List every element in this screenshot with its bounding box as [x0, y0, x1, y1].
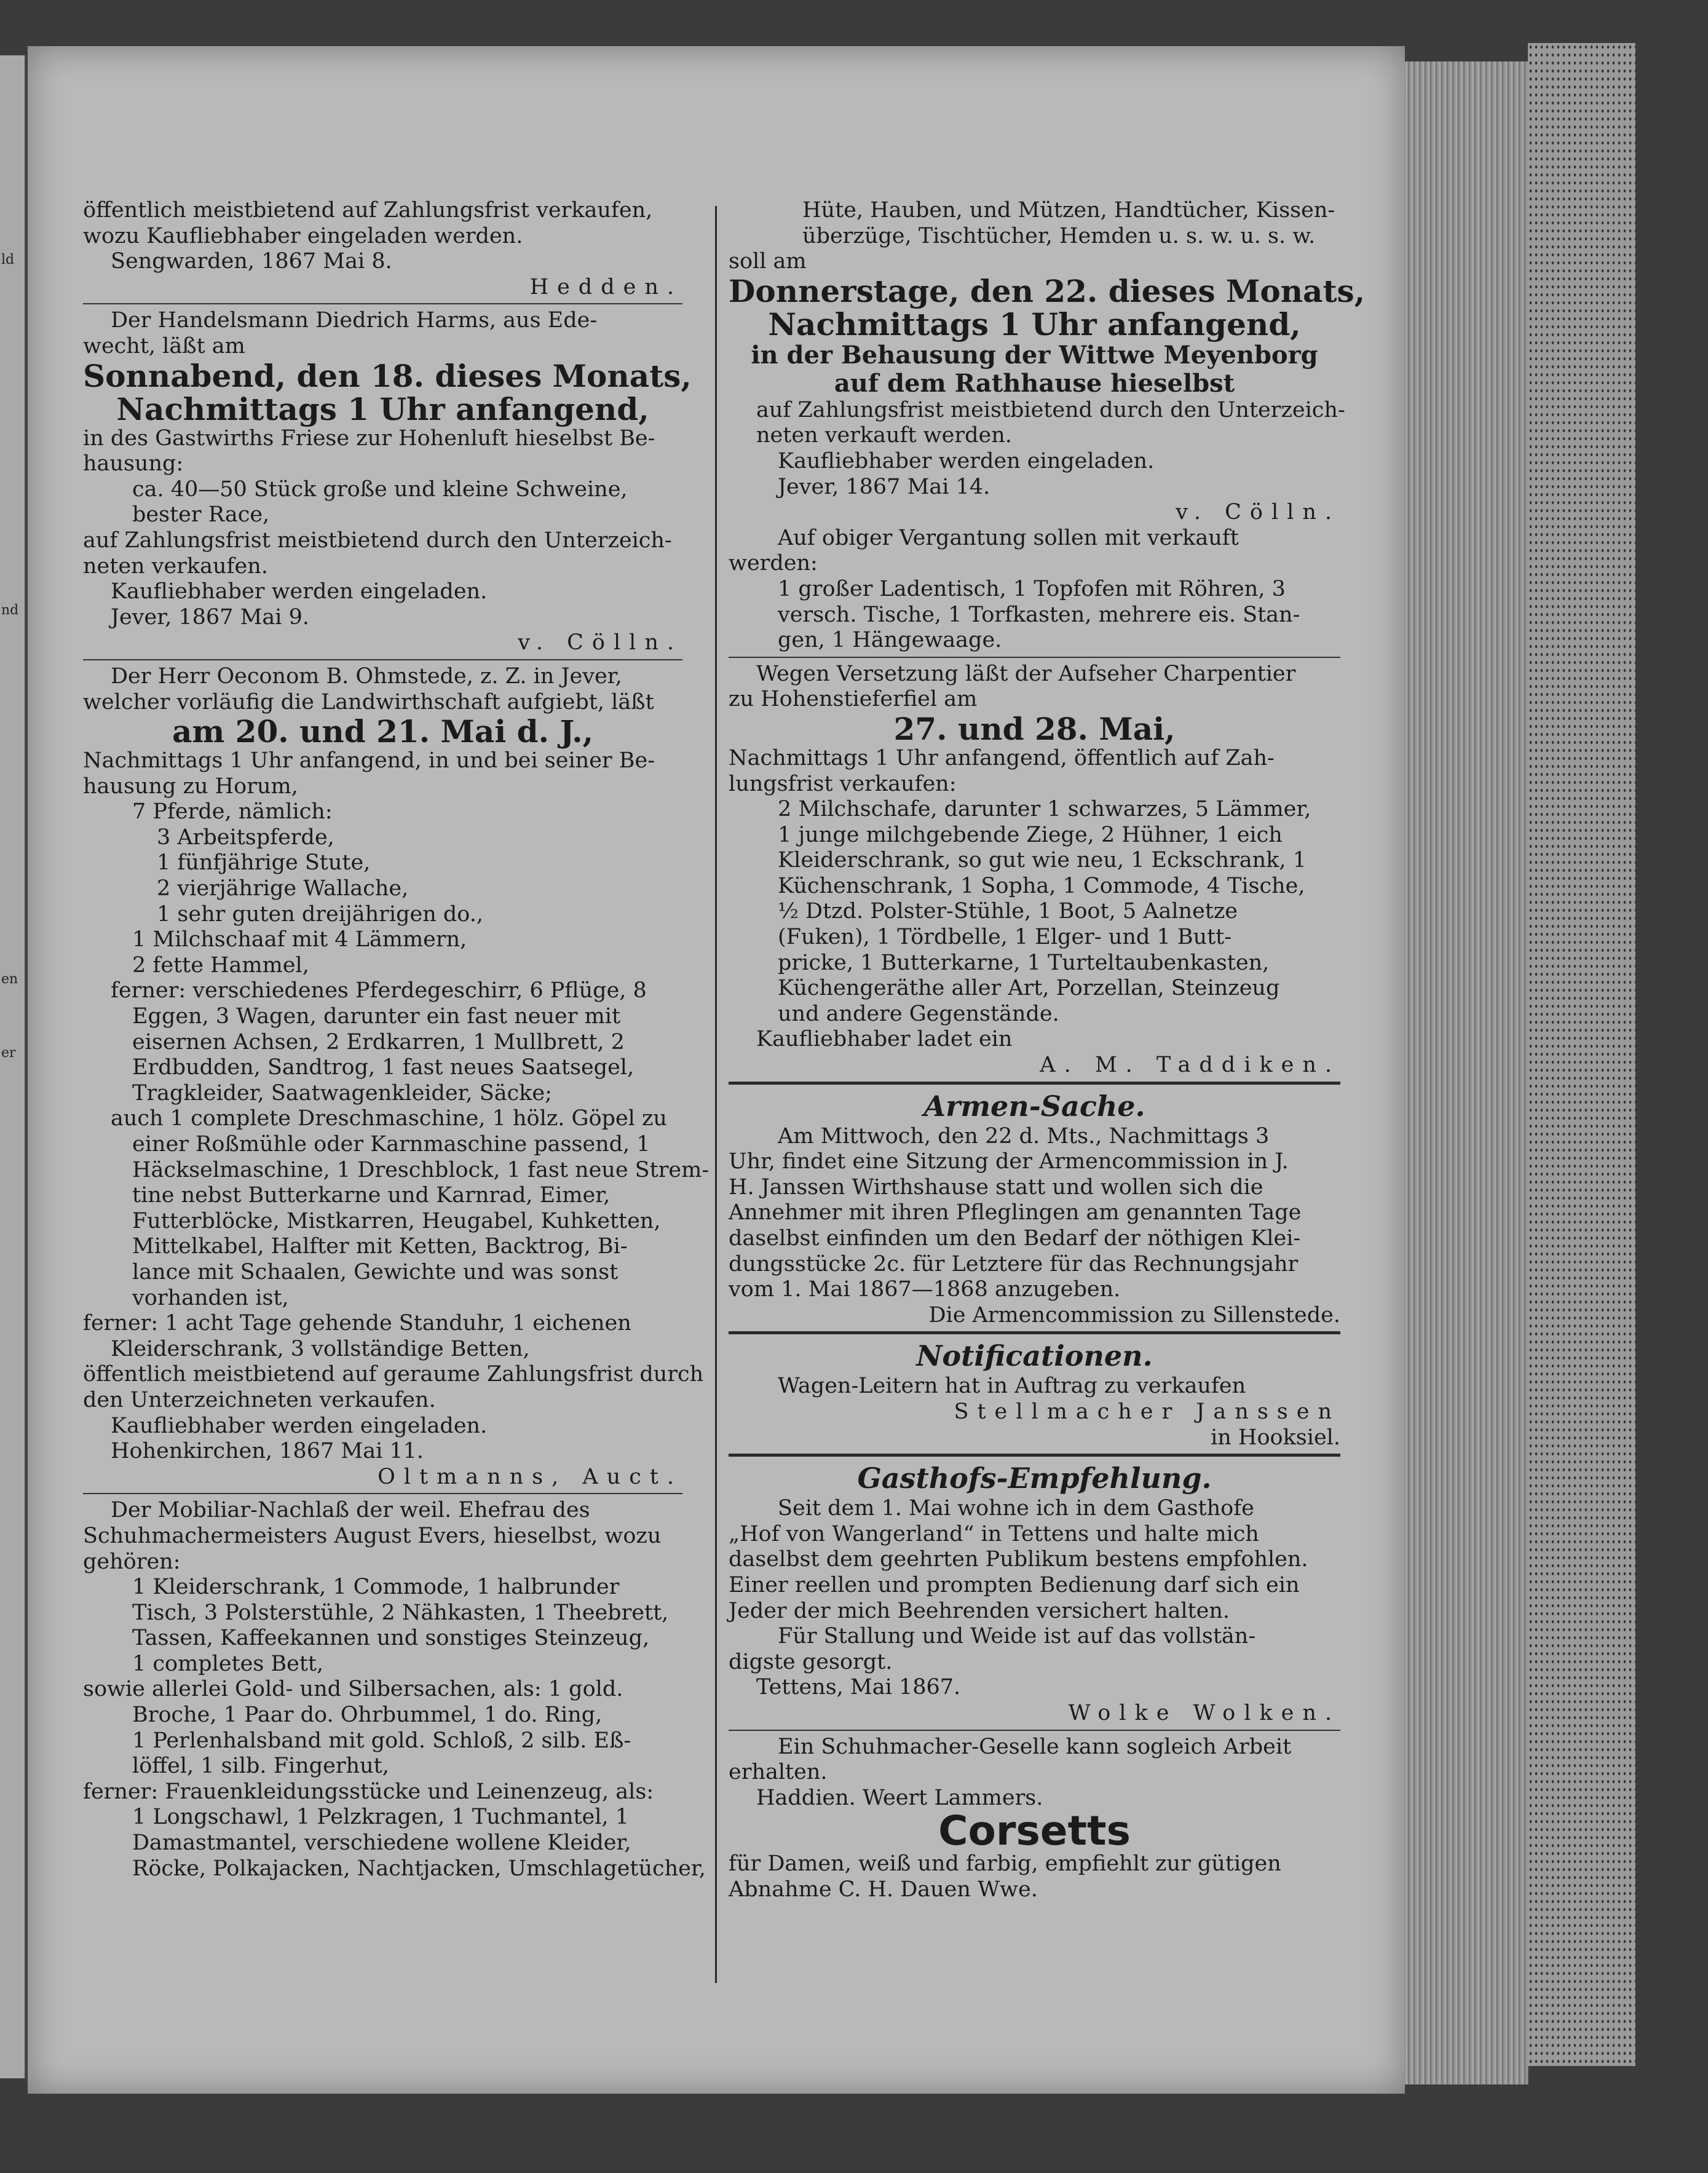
- text-line: Hohenkirchen, 1867 Mai 11.: [111, 1439, 424, 1464]
- section-rule: [83, 1493, 682, 1494]
- text-line: neten verkaufen.: [83, 553, 268, 579]
- text-line: Kaufliebhaber ladet ein: [756, 1027, 1013, 1052]
- text-line: Tettens, Mai 1867.: [756, 1675, 961, 1700]
- text-line: sowie allerlei Gold- und Silbersachen, als: 1 gold.: [83, 1677, 623, 1702]
- text-line: Notificationen.: [916, 1339, 1153, 1373]
- text-line: und andere Gegenstände.: [778, 1001, 1059, 1026]
- text-line: Der Handelsmann Diedrich Harms, aus Ede-: [111, 308, 598, 333]
- text-line: Futterblöcke, Mistkarren, Heugabel, Kuhketten,: [132, 1208, 661, 1233]
- text-line: Kaufliebhaber werden eingeladen.: [111, 1413, 488, 1438]
- text-line: den Unterzeichneten verkaufen.: [83, 1387, 436, 1412]
- text-line: Am Mittwoch, den 22 d. Mts., Nachmittags 3: [778, 1123, 1270, 1149]
- text-line: Sonnabend, den 18. dieses Monats,: [83, 357, 692, 394]
- text-line: erhalten.: [729, 1760, 828, 1785]
- text-line: Broche, 1 Paar do. Ohrbummel, 1 do. Ring,: [132, 1703, 603, 1728]
- text-line: 1 completes Bett,: [132, 1651, 324, 1676]
- text-line: welcher vorläufig die Landwirthschaft aufgiebt, läßt: [83, 689, 654, 714]
- text-line: ca. 40—50 Stück große und kleine Schweine,: [132, 477, 628, 502]
- text-line: 7 Pferde, nämlich:: [132, 799, 333, 825]
- text-line: Haddien. Weert Lammers.: [756, 1785, 1043, 1810]
- text-line: Kaufliebhaber werden eingeladen.: [778, 448, 1155, 473]
- text-line: soll am: [729, 249, 807, 274]
- previous-page-text-fragment: ld: [1, 252, 15, 267]
- text-line: öffentlich meistbietend auf geraume Zahlungsfrist durch: [83, 1362, 704, 1387]
- text-line: Annehmer mit ihren Pfleglingen am genannten Tage: [729, 1200, 1302, 1225]
- text-line: vom 1. Mai 1867—1868 anzugeben.: [729, 1277, 1121, 1302]
- section-rule: [729, 1454, 1340, 1457]
- text-line: Hedden.: [529, 274, 682, 299]
- text-line: für Damen, weiß und farbig, empfiehlt zur gütigen: [729, 1851, 1281, 1877]
- text-line: 3 Arbeitspferde,: [157, 825, 334, 850]
- text-line: 2 vierjährige Wallache,: [157, 876, 409, 901]
- text-line: Abnahme C. H. Dauen Wwe.: [729, 1877, 1038, 1902]
- text-line: dungsstücke 2c. für Letztere für das Rechnungsjahr: [729, 1251, 1299, 1276]
- text-line: Corsetts: [938, 1807, 1131, 1855]
- text-line: ferner: 1 acht Tage gehende Standuhr, 1 eichenen: [83, 1311, 631, 1336]
- text-line: wozu Kaufliebhaber eingeladen werden.: [83, 223, 523, 248]
- text-line: Kleiderschrank, 3 vollständige Betten,: [111, 1336, 530, 1361]
- text-line: pricke, 1 Butterkarne, 1 Turteltaubenkasten,: [778, 950, 1270, 975]
- text-line: Auf obiger Vergantung sollen mit verkauft: [778, 525, 1239, 550]
- text-line: Schuhmachermeisters August Evers, hieselbst, wozu: [83, 1523, 662, 1548]
- text-line: Mittelkabel, Halfter mit Ketten, Backtrog, Bi-: [132, 1234, 628, 1259]
- text-line: 1 Perlenhalsband mit gold. Schloß, 2 silb. Eß-: [132, 1728, 631, 1753]
- text-line: Armen-Sache.: [923, 1089, 1145, 1123]
- left-column: [83, 198, 710, 1882]
- text-line: Seit dem 1. Mai wohne ich in dem Gasthofe: [778, 1496, 1254, 1521]
- text-line: Ein Schuhmacher-Geselle kann sogleich Arbeit: [778, 1734, 1292, 1759]
- text-line: 27. und 28. Mai,: [893, 710, 1176, 747]
- text-line: Wolke Wolken.: [1068, 1700, 1340, 1725]
- text-line: „Hof von Wangerland“ in Tettens und halte mich: [729, 1521, 1259, 1546]
- text-line: 1 großer Ladentisch, 1 Topfofen mit Röhren, 3: [778, 576, 1286, 601]
- text-line: digste gesorgt.: [729, 1649, 893, 1674]
- text-line: Röcke, Polkajacken, Nachtjacken, Umschlagetücher,: [132, 1856, 706, 1881]
- text-line: Gasthofs-Empfehlung.: [857, 1462, 1212, 1495]
- text-line: Erdbudden, Sandtrog, 1 fast neues Saatsegel,: [132, 1055, 635, 1080]
- text-line: in des Gastwirths Friese zur Hohenluft hieselbst Be-: [83, 425, 655, 451]
- text-line: öffentlich meistbietend auf Zahlungsfrist verkaufen,: [83, 198, 653, 223]
- text-line: lungsfrist verkaufen:: [729, 771, 957, 796]
- section-rule: [729, 1082, 1340, 1085]
- text-line: in Hooksiel.: [1211, 1425, 1340, 1450]
- text-line: bester Race,: [132, 502, 270, 528]
- text-line: in der Behausung der Wittwe Meyenborg: [751, 340, 1318, 370]
- text-line: v. Cölln.: [1176, 500, 1340, 525]
- text-line: Nachmittags 1 Uhr anfangend,: [768, 306, 1301, 342]
- section-rule: [83, 303, 682, 304]
- text-line: Damastmantel, verschiedene wollene Kleider,: [132, 1831, 631, 1856]
- text-line: Stellmacher Janssen: [954, 1399, 1340, 1424]
- text-line: Oltmanns, Auct.: [378, 1464, 682, 1489]
- text-line: Tassen, Kaffeekannen und sonstiges Steinzeug,: [132, 1626, 650, 1651]
- text-line: Nachmittags 1 Uhr anfangend, in und bei seiner Be-: [83, 748, 655, 774]
- text-line: Hüte, Hauben, und Mützen, Handtücher, Kissen-: [802, 198, 1335, 223]
- text-line: Jever, 1867 Mai 14.: [778, 474, 990, 499]
- text-line: einer Roßmühle oder Karnmaschine passend, 1: [132, 1132, 650, 1157]
- text-line: gen, 1 Hängewaage.: [778, 628, 1002, 653]
- book-page-edges: [1405, 61, 1529, 2084]
- text-line: H. Janssen Wirthshause statt und wollen sich die: [729, 1174, 1263, 1200]
- text-line: 1 junge milchgebende Ziege, 2 Hühner, 1 eich: [778, 822, 1283, 847]
- text-line: Einer reellen und prompten Bedienung darf sich ein: [729, 1572, 1300, 1597]
- text-line: Tisch, 3 Polsterstühle, 2 Nähkasten, 1 Theebrett,: [132, 1600, 669, 1625]
- text-line: (Fuken), 1 Tördbelle, 1 Elger- und 1 Butt-: [778, 925, 1232, 950]
- text-line: vorhanden ist,: [132, 1285, 289, 1310]
- text-line: ferner: verschiedenes Pferdegeschirr, 6 Pflüge, 8: [111, 978, 647, 1003]
- text-line: tine nebst Butterkarne und Karnrad, Eimer,: [132, 1183, 611, 1208]
- text-line: 1 Kleiderschrank, 1 Commode, 1 halbrunder: [132, 1575, 620, 1600]
- section-rule: [729, 1730, 1340, 1731]
- text-line: Uhr, findet eine Sitzung der Armencommission in J.: [729, 1149, 1289, 1174]
- text-line: Eggen, 3 Wagen, darunter ein fast neuer mit: [132, 1004, 621, 1029]
- text-line: 1 Milchschaaf mit 4 Lämmern,: [132, 927, 467, 952]
- text-line: Tragkleider, Saatwagenkleider, Säcke;: [132, 1080, 552, 1106]
- section-rule: [729, 657, 1340, 658]
- text-line: hausung zu Horum,: [83, 774, 298, 799]
- text-line: Der Mobiliar-Nachlaß der weil. Ehefrau des: [111, 1498, 590, 1523]
- text-line: auf dem Rathhause hieselbst: [834, 368, 1235, 398]
- text-line: Küchengeräthe aller Art, Porzellan, Steinzeug: [778, 976, 1280, 1001]
- text-line: Wegen Versetzung läßt der Aufseher Charpentier: [756, 661, 1296, 686]
- text-line: Nachmittags 1 Uhr anfangend,: [116, 390, 649, 427]
- text-line: Kaufliebhaber werden eingeladen.: [111, 579, 488, 604]
- previous-page-text-fragment: en: [1, 972, 18, 987]
- text-line: daselbst einfinden um den Bedarf der nöthigen Klei-: [729, 1226, 1301, 1251]
- text-line: Küchenschrank, 1 Sopha, 1 Commode, 4 Tische,: [778, 873, 1305, 898]
- text-line: versch. Tische, 1 Torfkasten, mehrere eis. Stan-: [778, 602, 1300, 627]
- text-line: auch 1 complete Dreschmaschine, 1 hölz. Göpel zu: [111, 1106, 667, 1131]
- text-line: Häckselmaschine, 1 Dreschblock, 1 fast neue Strem-: [132, 1157, 710, 1182]
- book-cover-edge: [1528, 43, 1635, 2066]
- text-line: Nachmittags 1 Uhr anfangend, öffentlich auf Zah-: [729, 745, 1275, 770]
- text-line: hausung:: [83, 451, 184, 477]
- previous-page-edge: [0, 55, 26, 2078]
- text-line: zu Hohenstieferfiel am: [729, 687, 978, 712]
- text-line: am 20. und 21. Mai d. J.,: [172, 713, 594, 750]
- previous-page-text-fragment: er: [1, 1045, 16, 1061]
- section-rule: [729, 1331, 1340, 1334]
- text-line: wecht, läßt am: [83, 333, 245, 358]
- text-line: ½ Dtzd. Polster-Stühle, 1 Boot, 5 Aalnetze: [778, 899, 1238, 924]
- text-line: 2 fette Hammel,: [132, 952, 309, 978]
- text-line: Jeder der mich Beehrenden versichert halten.: [729, 1598, 1230, 1623]
- text-line: v. Cölln.: [518, 630, 682, 655]
- text-line: Der Herr Oeconom B. Ohmstede, z. Z. in Jever,: [111, 663, 622, 689]
- section-rule: [83, 659, 682, 660]
- text-line: löffel, 1 silb. Fingerhut,: [132, 1754, 389, 1779]
- text-line: gehören:: [83, 1549, 181, 1574]
- text-line: neten verkauft werden.: [756, 423, 1012, 448]
- text-line: Sengwarden, 1867 Mai 8.: [111, 249, 392, 274]
- text-line: werden:: [729, 551, 818, 576]
- text-line: auf Zahlungsfrist meistbietend durch den Unterzeich-: [83, 528, 672, 553]
- text-line: 1 Longschawl, 1 Pelzkragen, 1 Tuchmantel, 1: [132, 1805, 629, 1830]
- text-line: A. M. Taddiken.: [1040, 1053, 1340, 1078]
- column-divider: [715, 206, 717, 1983]
- text-line: Die Armencommission zu Sillenstede.: [928, 1302, 1340, 1328]
- text-line: 2 Milchschafe, darunter 1 schwarzes, 5 Lämmer,: [778, 797, 1311, 822]
- previous-page-text-fragment: nd: [1, 603, 19, 618]
- text-line: Donnerstage, den 22. dieses Monats,: [729, 272, 1366, 309]
- text-line: eisernen Achsen, 2 Erdkarren, 1 Mullbrett, 2: [132, 1029, 625, 1055]
- text-line: auf Zahlungsfrist meistbietend durch den Unterzeich-: [756, 397, 1345, 422]
- text-line: daselbst dem geehrten Publikum bestens empfohlen.: [729, 1547, 1308, 1572]
- text-line: lance mit Schaalen, Gewichte und was sonst: [132, 1259, 619, 1284]
- right-column: [729, 198, 1366, 1902]
- text-line: Für Stallung und Weide ist auf das vollstän-: [778, 1624, 1256, 1649]
- text-line: überzüge, Tischtücher, Hemden u. s. w. u. s. w.: [802, 223, 1316, 248]
- text-line: Kleiderschrank, so gut wie neu, 1 Eckschrank, 1: [778, 848, 1307, 873]
- text-line: ferner: Frauenkleidungsstücke und Leinenzeug, als:: [83, 1779, 654, 1804]
- text-line: Wagen-Leitern hat in Auftrag zu verkaufen: [778, 1374, 1246, 1399]
- text-line: Jever, 1867 Mai 9.: [111, 604, 309, 630]
- text-line: 1 sehr guten dreijährigen do.,: [157, 901, 483, 927]
- text-line: 1 fünfjährige Stute,: [157, 850, 371, 876]
